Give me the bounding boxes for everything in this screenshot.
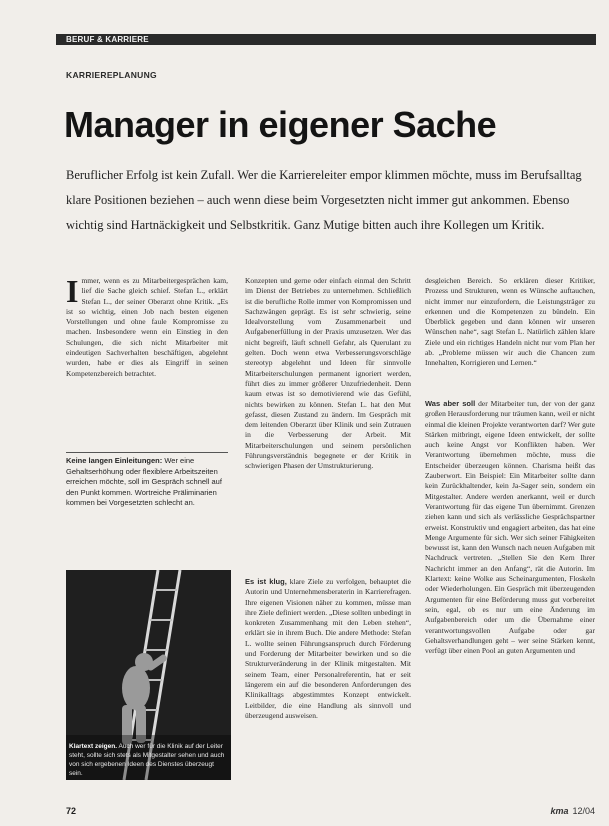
caption-text: Auch wer für die Klinik auf der Leiter steht, sollte sich stets als Mitgestalter sehen und auch von sich ergebenen Ideen des Dienstes überzeugt sein. — [69, 743, 225, 777]
pullquote-text: Wer eine Gehaltserhöhung oder flexiblere Arbeitszeiten erreichen möchte, soll im Gespräch schnell auf den Punkt kommen. Wortreiche Präliminarien kommen bei Vorgesetzten schlecht an. — [66, 456, 222, 507]
issue-info — [550, 806, 595, 816]
article-lead: Beruflicher Erfolg ist kein Zufall. Wer die Karriereleiter empor klimmen möchte, muss im Berufsalltag klare Positionen beziehen – auch wenn diese beim Vorgesetzten nicht immer gut ankommen. Ebenso wichtig sind Hartnäckigkeit und Selbstkritik. Ganz Mutige bitten auch ihre Kollegen um Kritik. — [66, 168, 582, 232]
issue-number: 12/04 — [572, 806, 595, 816]
body-text-col2b: klare Ziele zu verfolgen, behauptet die Autorin und Unternehmensberaterin in Karrierefragen. Ihre eigenen Visionen näher zu kommen, müsse man ihre Ziele definiert werden. „Diese sollten unbedingt in konkreten Zusammenhang mit den Leben stehen“, erklärt sie in ihrem Buch. Die andere Methode: Stefan L. wollte seinen Führungsanspruch durch Förderung und Forderung der Mitarbeiter bewirken und so die Strukturveränderung in der Klinik mitgestalten. Mit seinem Team, einer Personalreferentin, hat er seit längerem ein auf die besonderen Anforderungen des Klinikalltags abgestimmtes Konzept entwickelt. Leitbilder, die eine Handlung als sinnvoll und überzeugend ausweisen. — [245, 577, 411, 720]
body-text-col3b: der Mitarbeiter tun, der von der ganz großen Herausforderung nur träumen kann, weil er nicht einmal die kleinen Projekte verantworten darf? Wer gute Stärken mitbringt, eigene Ideen entwickelt, der sollte auch keine Angst vor Konflikten haben. Wer Verantwortung übernehmen möchte, muss die Entscheider überzeugen können. Charisma heißt das Zauberwort. Ein Beispiel: Ein Mitarbeiter sollte dann kein Zurückhaltender, kein Ja-Sager sein, sondern ein Mitgestalter. Andere werden anerkannt, weil er durch Verantwortung für das eigene Tun übernimmt. Grenzen ziehen kann und sich als verlässliche Gesprächspartner erweist. Konstruktiv und engagiert arbeiten, das hat eine Menge Argumente für sich. Wer sich seiner Fähigkeiten bewusst ist, kann den Wunsch nach neuen Aufgaben mit Nachdruck vertreten. „Stellen Sie den Kern Ihrer Nachricht immer an den Anfang“, rät die Autorin. Im Klartext: keine Wolke aus Scheinargumenten, Floskeln oder Wiederholungen. Ein Gespräch mit überzeugenden Argumenten für eine Beförderung muss gut vorbereitet sein, egal, ob es nur um eine Änderung im Aufgabenbereich oder um die Übernahme einer verantwortungsvollen Aufgabe oder gar Gehaltsverhandlungen geht – wer seine Stärken kennt, verfügt über einen Pool an guten Argumenten und — [425, 399, 595, 656]
drop-cap: I — [66, 276, 79, 309]
body-column-3-lower — [425, 399, 595, 804]
body-text-col3: desgleichen Bereich. So erklären dieser Kritiker, Prozess und Strukturen, wenn es Wünsche auftauchen, nicht immer nur einzufordern, die Leistungsträger zu erkennen und die Kompetenzen zu bündeln. Ein Überblick gegeben und dann können wir unseren Wünschen nahe“, sagt Stefan L. Natürlich zählen klare Ziele und ein richtiges Handeln nicht nur vom Plan her ab. „Probleme müssen wir auch die Chancen zum Innehalten, Korrigieren und Lernen.“ — [425, 276, 595, 368]
body-text-col1: mmer, wenn es zu Mitarbeitergesprächen kam, lief die Sache gleich schief. Stefan L., erklärt Stefan L., der seiner Oberarzt ohne Kritik. „Es ist so wichtig, einen Job nach besten eigenen Vorstellungen und ohne faule Kompromisse zu machen. Insbesondere wenn ein Einstieg in den Schulungen, die sich nicht Mitarbeiter mit eindeutigen Sachverhalten beschäftigen, abgelehnt wurden, habe er dies als Eingriff in seinen Kompetenzbereich betrachtet. — [66, 276, 228, 378]
pullquote — [66, 456, 228, 509]
body-column-1 — [66, 276, 228, 436]
article-title: Manager in eigener Sache — [64, 104, 497, 145]
page-number: 72 — [66, 806, 77, 816]
body-text-col2: Konzepten und gerne oder einfach einmal den Schritt im Dienst der Betriebes zu unternehmen. Schließlich ist die berufliche Rolle immer von Kompromissen und Sachzwängen geprägt. Es ist sehr schwierig, seine Idealvorstellung vom Zusammenarbeit und Aufgabenerfüllung in der Praxis umzusetzen. Wer das nicht begreift, läuft schnell Gefahr, als Querulant zu gelten. Doch wenn etwa Verbesserungsvorschläge stereotyp abgelehnt und Ideen für sinnvolle Mitarbeiterschulungen permanent ignoriert werden, führt dies zu immer größerer Unzufriedenheit. Denn kaum etwas ist so demotivierend wie das Gefühl, nichts bewirken zu können. Stefan L. hat den Mut gefasst, diesen Zustand zu ändern. Im Gespräch mit dem leitenden Oberarzt über Klinik und sein Zutrauen in die Verbesserung der Arbeit. Mit Mitarbeiterschulungen und seinem persönlichen Führungsverständnis begegnete er der Kritik in schwierigen Phasen der Umstrukturierung. — [245, 276, 411, 471]
caption-lead: Klartext zeigen. — [69, 743, 118, 750]
magazine-name: kma — [550, 806, 569, 816]
runin-heading-2: Was aber soll — [425, 399, 476, 408]
body-column-3 — [425, 276, 595, 396]
body-column-2 — [245, 276, 411, 566]
pullquote-lead-in: Keine langen Einleitungen: — [66, 456, 163, 465]
article-rubric: KARRIEREPLANUNG — [66, 70, 157, 80]
body-column-2-lower — [245, 577, 411, 802]
pullquote-rule — [66, 452, 228, 453]
runin-heading-1: Es ist klug, — [245, 577, 287, 586]
photo-caption — [69, 742, 229, 778]
section-label: BERUF & KARRIERE — [66, 35, 149, 44]
